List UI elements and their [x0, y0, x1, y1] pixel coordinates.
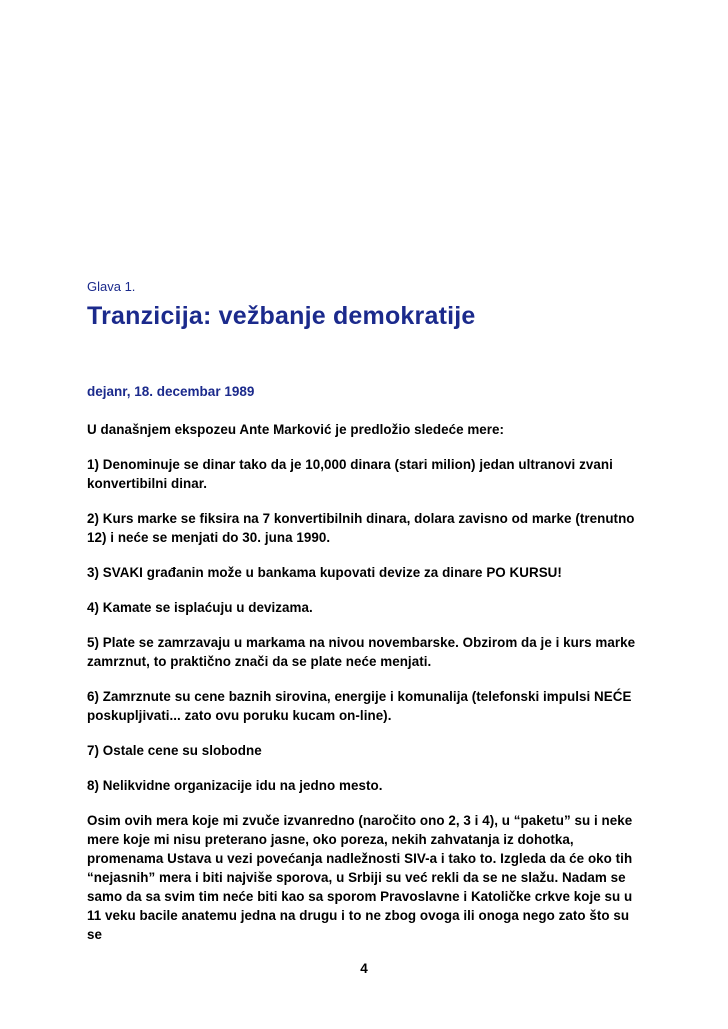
paragraph-measure-5: 5) Plate se zamrzavaju u markama na nivou novembarske. Obzirom da je i kurs marke zamrznut, to praktično znači da se plate neće menjati.: [87, 635, 636, 669]
paragraph-measure-6: 6) Zamrznute su cene baznih sirovina, energije i komunalija (telefonski impulsi NEĆE poskupljivati... zato ovu poruku kucam on-line).: [87, 689, 632, 723]
entry-date: dejanr, 18. decembar 1989: [87, 384, 255, 399]
paragraph-measure-7: 7) Ostale cene su slobodne: [87, 743, 262, 758]
chapter-label: Glava 1.: [87, 279, 136, 294]
paragraph-measure-1: 1) Denominuje se dinar tako da je 10,000 dinara (stari milion) jedan ultranovi zvani konvertibilni dinar.: [87, 457, 613, 491]
page-number: 4: [360, 961, 368, 976]
page-content: [87, 279, 647, 944]
paragraph-measure-3: 3) SVAKI građanin može u bankama kupovati devize za dinare PO KURSU!: [87, 565, 562, 580]
paragraph-measure-2: 2) Kurs marke se fiksira na 7 konvertibilnih dinara, dolara zavisno od marke (trenutno 12) i neće se menjati do 30. juna 1990.: [87, 511, 635, 545]
paragraph-measure-8: 8) Nelikvidne organizacije idu na jedno mesto.: [87, 778, 383, 793]
chapter-title: Tranzicija: vežbanje demokratije: [87, 302, 476, 330]
paragraph-intro: U današnjem ekspozeu Ante Marković je predložio sledeće mere:: [87, 422, 505, 437]
paragraph-measure-4: 4) Kamate se isplaćuju u devizama.: [87, 600, 313, 615]
paragraph-commentary: Osim ovih mera koje mi zvuče izvanredno (naročito ono 2, 3 i 4), u “paketu” su i neke mere koje mi nisu preterano jasne, oko poreza, nekih zahvatanja iz dohotka, promenama Ustava u vezi povećanja nadležnosti SIV-a i tako to. Izgleda da će oko tih “nejasnih” mera i biti najviše sporova, u Srbiji su već rekli da se ne slažu. Nadam se samo da sa svim tim neće biti kao sa sporom Pravoslavne i Katoličke crkve koje su u 11 veku bacile anatemu jedna na drugu i to ne zbog ovoga ili onoga nego zato što su se: [87, 813, 633, 942]
